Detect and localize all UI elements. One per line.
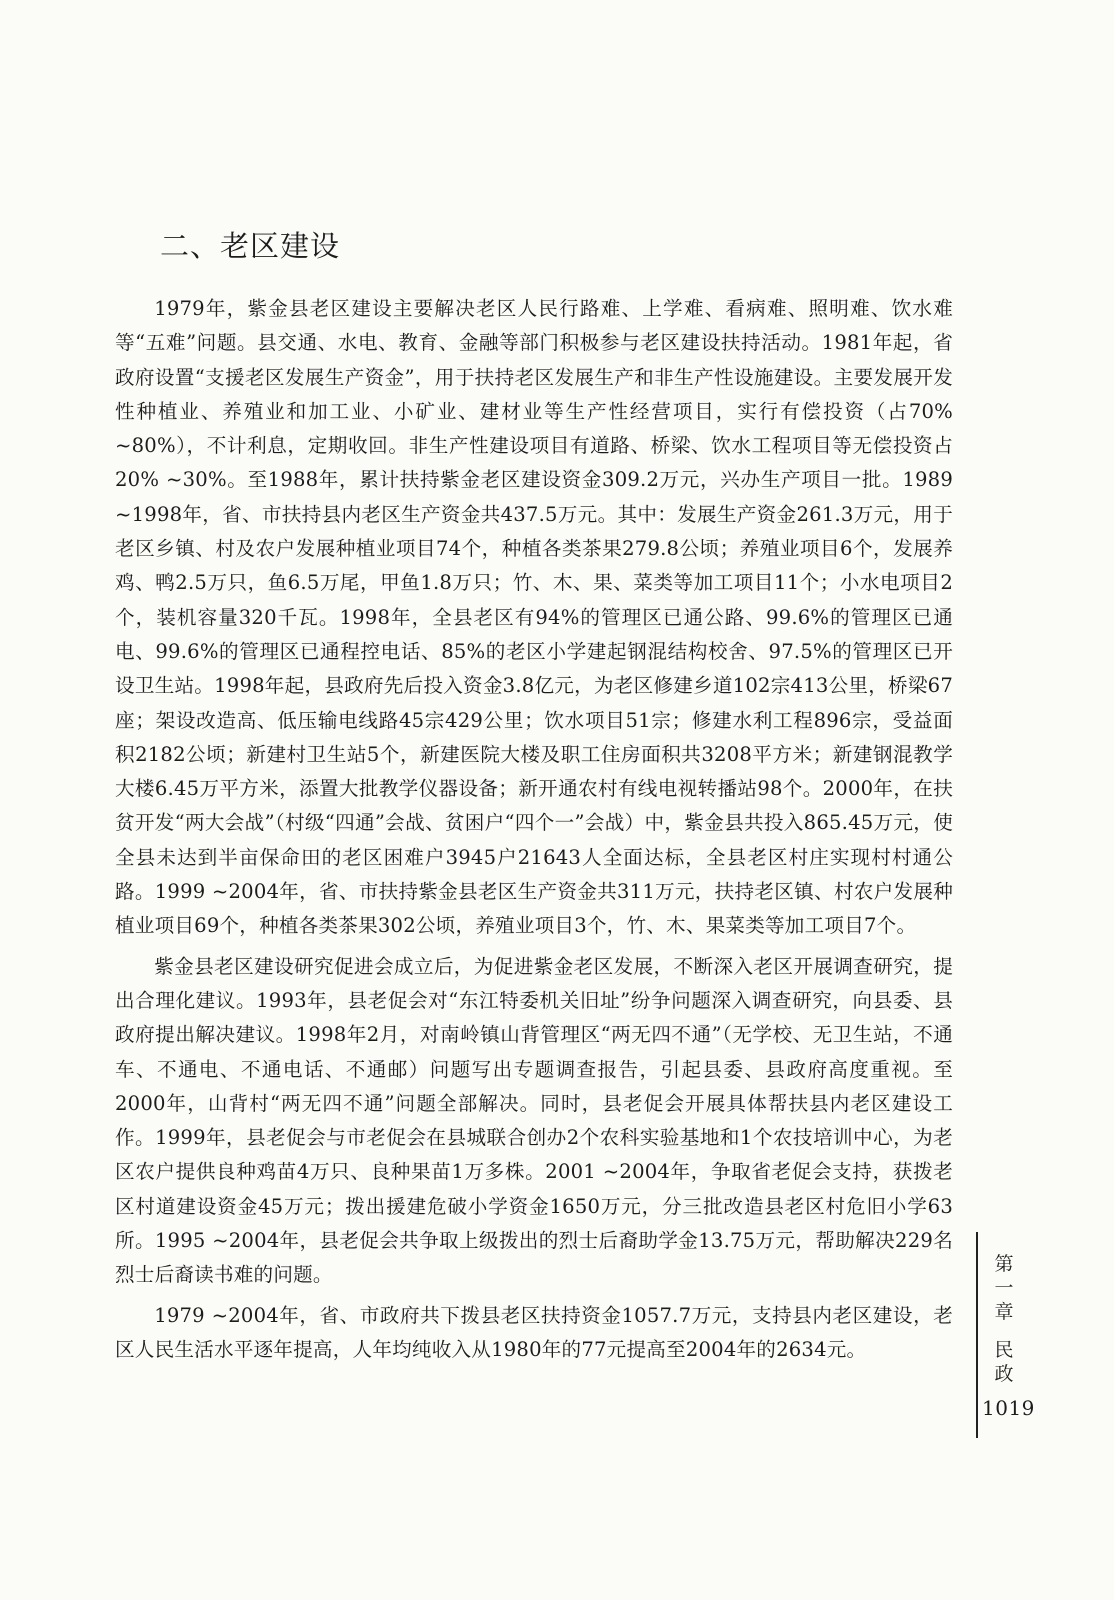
margin-divider [976, 1232, 978, 1438]
section-heading: 二、老区建设 [160, 229, 341, 263]
body-text [115, 292, 953, 1367]
page-number: 1019 [982, 1396, 1035, 1420]
chapter-label: 第 一 章 [994, 1253, 1014, 1323]
paragraph-2: 紫金县老区建设研究促进会成立后，为促进紫金老区发展，不断深入老区开展调查研究，提出合理化建议。1993年，县老促会对“东江特委机关旧址”纷争问题深入调查研究，向县委、县政府提出解决建议。1998年2月，对南岭镇山背管理区“两无四不通”（无学校、无卫生站，不通车、不通电、不通电话、不通邮）问题写出专题调查报告，引起县委、县政府高度重视。至2000年，山背村“两无四不通”问题全部解决。同时，县老促会开展具体帮扶县内老区建设工作。1999年，县老促会与市老促会在县城联合创办2个农科实验基地和1个农技培训中心，为老区农户提供良种鸡苗4万只、良种果苗1万多株。2001 ~2004年，争取省老促会支持，获拨老区村道建设资金45万元；拨出援建危破小学资金1650万元，分三批改造县老区村危旧小学63所。1995 ~2004年，县老促会共争取上级拨出的烈士后裔助学金13.75万元，帮助解决229名烈士后裔读书难的问题。 [115, 954, 953, 1287]
paragraph-1: 1979年，紫金县老区建设主要解决老区人民行路难、上学难、看病难、照明难、饮水难等“五难”问题。县交通、水电、教育、金融等部门积极参与老区建设扶持活动。1981年起，省政府设置“支援老区发展生产资金”，用于扶持老区发展生产和非生产性设施建设。主要发展开发性种植业、养殖业和加工业、小矿业、建材业等生产性经营项目，实行有偿投资（占70% ~80%），不计利息，定期收回。非生产性建设项目有道路、桥梁、饮水工程项目等无偿投资占20% ~30%。至1988年，累计扶持紫金老区建设资金309.2万元，兴办生产项目一批。1989 ~1998年，省、市扶持县内老区生产资金共437.5万元。其中：发展生产资金261.3万元，用于老区乡镇、村及农户发展种植业项目74个，种植各类茶果279.8公顷；养殖业项目6个，发展养鸡、鸭2.5万只，鱼6.5万尾，甲鱼1.8万只；竹、木、果、菜类等加工项目11个；小水电项目2个，装机容量320千瓦。1998年，全县老区有94%的管理区已通公路、99.6%的管理区已通电、99.6%的管理区已通程控电话、85%的老区小学建起钢混结构校舍、97.5%的管理区已开设卫生站。1998年起，县政府先后投入资金3.8亿元，为老区修建乡道102宗413公里，桥梁67座；架设改造高、低压输电线路45宗429公里；饮水项目51宗；修建水利工程896宗，受益面积2182公顷；新建村卫生站5个，新建医院大楼及职工住房面积共3208平方米；新建钢混教学大楼6.45万平方米，添置大批教学仪器设备；新开通农村有线电视转播站98个。2000年，在扶贫开发“两大会战”（村级“四通”会战、贫困户“四个一”会战）中，紫金县共投入865.45万元，使全县未达到半亩保命田的老区困难户3945户21643人全面达标，全县老区村庄实现村村通公路。1999 ~2004年，省、市扶持紫金县老区生产资金共311万元，扶持老区镇、村农户发展种植业项目69个，种植各类茶果302公顷，养殖业项目3个，竹、木、果菜类等加工项目7个。 [115, 297, 953, 938]
paragraph-3: 1979 ~2004年，省、市政府共下拨县老区扶持资金1057.7万元，支持县内老区建设，老区人民生活水平逐年提高，人年均纯收入从1980年的77元提高至2004年的2634元。 [115, 1303, 953, 1361]
chapter-name: 民 政 [994, 1339, 1014, 1385]
